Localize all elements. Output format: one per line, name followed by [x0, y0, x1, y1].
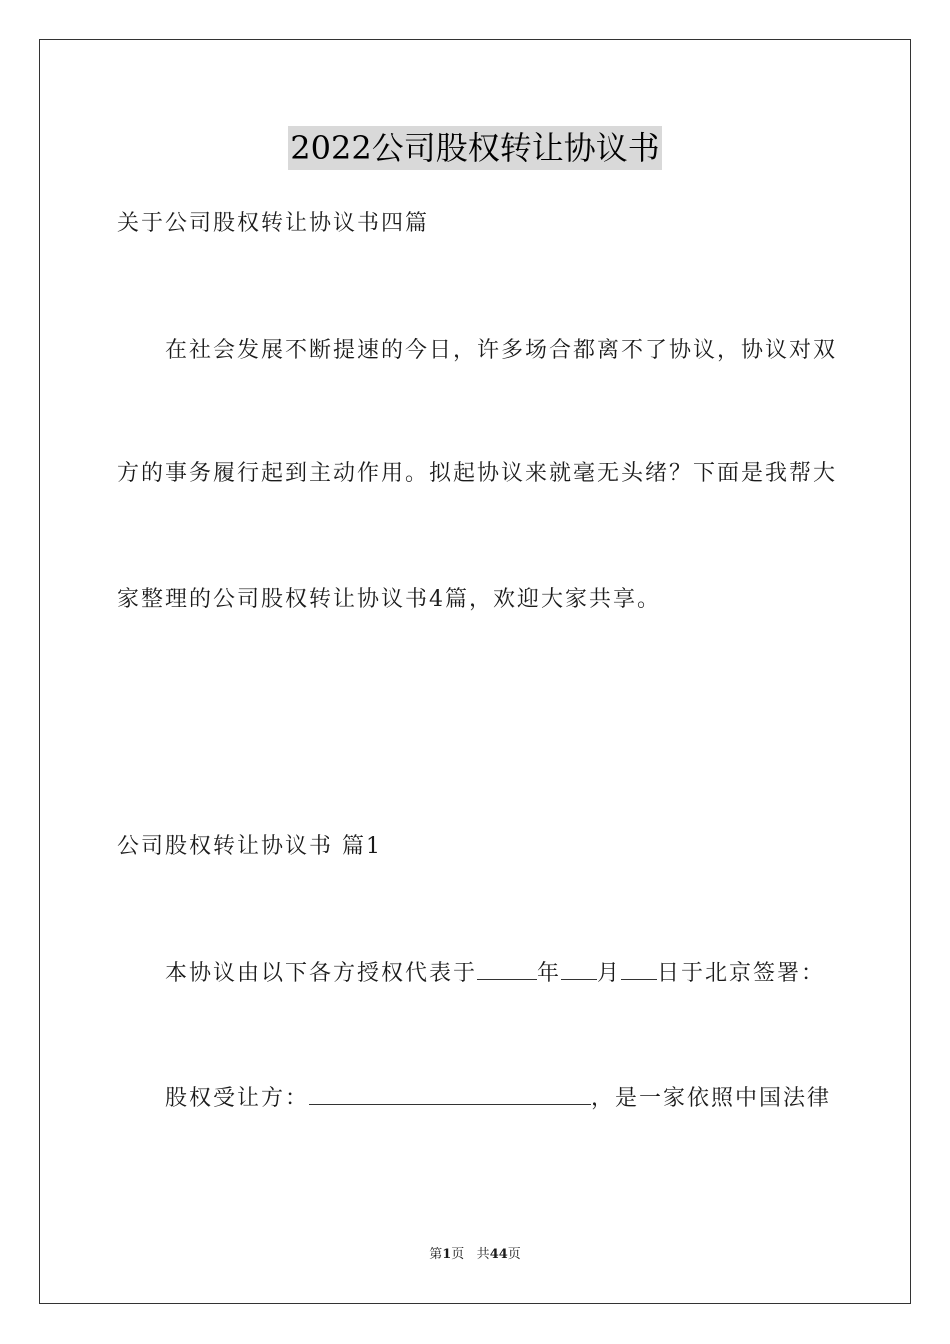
intro-paragraph-line-3: 家整理的公司股权转让协议书4篇，欢迎大家共享。 [117, 587, 661, 612]
day-blank [621, 957, 657, 980]
clause-transferee-prefix: 股权受让方： [165, 1086, 310, 1111]
footer-page-prefix: 第 [429, 1247, 443, 1262]
footer-total-suffix: 页 [507, 1247, 521, 1262]
section-heading: 公司股权转让协议书 篇1 [117, 834, 382, 859]
transferee-blank [309, 1082, 591, 1105]
intro-paragraph-line-2: 方的事务履行起到主动作用。拟起协议来就毫无头绪？下面是我帮大 [117, 461, 838, 486]
month-label: 月 [597, 961, 622, 986]
footer-page-number: 1 [442, 1247, 452, 1262]
year-label: 年 [537, 961, 562, 986]
clause-signing-suffix: 日于北京签署： [657, 961, 826, 986]
year-blank [477, 957, 537, 980]
clause-signing-date [165, 957, 825, 989]
clause-signing-prefix: 本协议由以下各方授权代表于 [165, 961, 478, 986]
title-container [0, 126, 950, 170]
document-subtitle: 关于公司股权转让协议书四篇 [117, 211, 430, 236]
month-blank [561, 957, 597, 980]
clause-transferee [165, 1082, 831, 1114]
document-title: 2022公司股权转让协议书 [288, 126, 661, 170]
intro-paragraph-line-1: 在社会发展不断提速的今日，许多场合都离不了协议，协议对双 [165, 338, 838, 363]
page-footer [0, 1246, 950, 1264]
clause-transferee-suffix: ，是一家依照中国法律 [591, 1086, 832, 1111]
footer-page-mid: 页 [451, 1247, 465, 1262]
footer-total-prefix: 共 [476, 1247, 490, 1262]
footer-total-pages: 44 [489, 1247, 508, 1262]
